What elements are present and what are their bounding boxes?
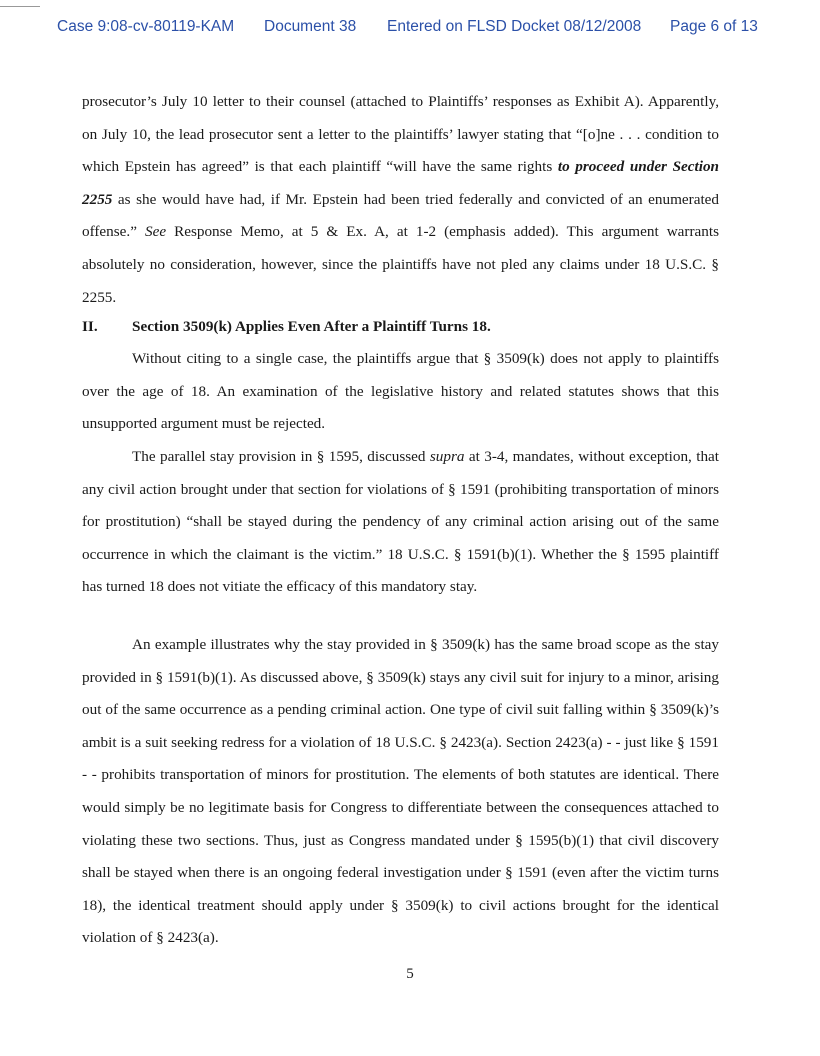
p1-text-2: as she would have had, if Mr. Epstein had been tried federally and convicted of an enumerated offense.” [82,190,719,241]
docket-entry-date: Entered on FLSD Docket 08/12/2008 [387,18,642,35]
paragraph-plaintiffs-argue: Without citing to a single case, the plaintiffs argue that § 3509(k) does not apply to plaintiffs over the age of 18. An examination of the legislative history and related statutes shows that this unsupported argument must be rejected. [82,350,719,433]
section-heading [82,318,719,336]
p1-emphasis: to proceed under Section 2255 [82,158,719,208]
section-title: Section 3509(k) Applies Even After a Plaintiff Turns 18. [132,318,491,335]
page-number: 5 [406,966,414,982]
p1-see-signal: See [144,223,167,241]
paragraph-example: An example illustrates why the stay provided in § 3509(k) has the same broad scope as the stay provided in § 1591(b)(1). As discussed above, § 3509(k) stays any civil suit for injury to a minor, arising out of the same occurrence as a pending criminal action. One type of civil suit falling within § 3509(k)’s ambit is a suit seeking redress for a violation of 18 U.S.C. § 2423(a). Section 2423(a) - - just like § 1591 - - prohibits transportation of minors for prostitution. The elements of both statutes are identical. There would simply be no legitimate basis for Congress to differentiate between the consequences attached to violating these two sections. Thus, just as Congress mandated under § 1595(b)(1) that civil discovery shall be stayed when there is an ongoing federal investigation under § 1591 (even after the victim turns 18), the identical treatment should apply under § 3509(k) to civil actions brought for the identical violation of § 2423(a). [82,636,719,947]
page-indicator: Page 6 of 13 [670,18,758,35]
p3-text-1: The parallel stay provision in § 1595, discussed [132,448,430,465]
section-number: II. [82,318,98,335]
p1-text-1: prosecutor’s July 10 letter to their counsel (attached to Plaintiffs’ responses as Exhibit A). Apparently, on July 10, the lead prosecutor sent a letter to the plaintiffs’ lawyer stating that “[o]ne . . . condition to which Epstein has agreed” is that each plaintiff “will have the same rights [82,93,719,176]
p3-supra: supra [429,448,465,465]
document-number: Document 38 [264,18,357,35]
p1-text-3: Response Memo, at 5 & Ex. A, at 1-2 (emphasis added). This argument warrants absolutely no consideration, however, since the plaintiffs have not pled any claims under 18 U.S.C. § 2255. [82,223,719,306]
paragraph-prosecutor-letter [82,86,719,314]
docket-header [0,18,820,40]
p3-text-2: at 3-4, mandates, without exception, that any civil action brought under that section for violations of § 1591 (prohibiting transportation of minors for prostitution) “shall be stayed during the pendency of any criminal action arising out of the same occurrence in which the claimant is the victim.” 18 U.S.C. § 1591(b)(1). Whether the § 1595 plaintiff has turned 18 does not vitiate the efficacy of this mandatory stay. [82,448,719,596]
scan-rule-line [0,6,40,7]
paragraph-parallel-stay [82,441,719,604]
case-number: Case 9:08-cv-80119-KAM [57,18,235,35]
